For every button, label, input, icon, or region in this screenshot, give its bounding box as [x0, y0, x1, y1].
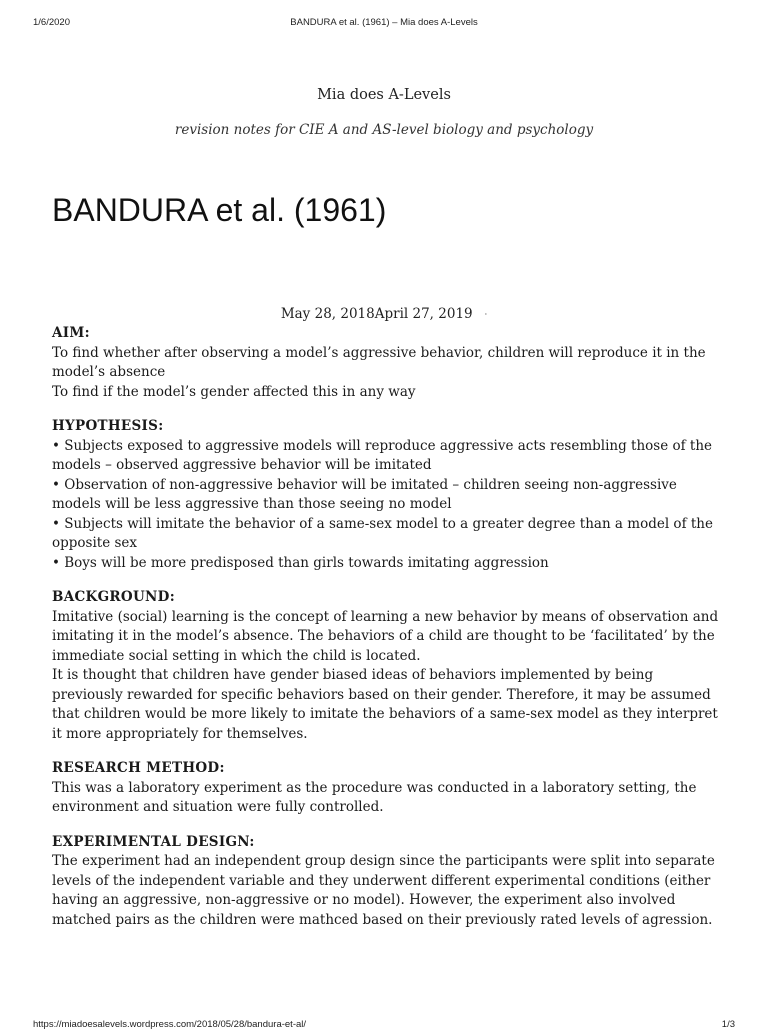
post-updated-date: April 27, 2019 — [374, 306, 473, 322]
hypothesis-bullet: • Observation of non-aggressive behavior will be imitated – children seeing non-aggressive models will be less aggressive than those seeing no model — [52, 476, 677, 512]
aim-heading: AIM: — [52, 325, 90, 341]
aim-text — [52, 344, 722, 403]
aim-line: To find if the model’s gender affected this in any way — [52, 383, 416, 400]
research-method-heading: RESEARCH METHOD: — [52, 760, 225, 776]
experimental-design-paragraph: The experiment had an independent group design since the participants were split into separate levels of the independent variable and they underwent different experimental conditions (either having an aggressive, non-aggressive or no model). However, the experiment also involved matched pairs as the children were mathced based on their previously rated levels of agression. — [52, 853, 715, 928]
print-page-title: BANDURA et al. (1961) – Mia does A-Levels — [290, 17, 478, 28]
hypothesis-bullet: • Subjects exposed to aggressive models will reproduce aggressive acts resembling those of the models – observed aggressive behavior will be imitated — [52, 437, 713, 473]
print-date: 1/6/2020 — [33, 17, 70, 28]
experimental-design-heading: EXPERIMENTAL DESIGN: — [52, 833, 255, 850]
hypothesis-bullet: • Boys will be more predisposed than girls towards imitating aggression — [52, 554, 549, 571]
post-content — [52, 324, 722, 945]
page-number: 1/3 — [721, 1019, 735, 1030]
hypothesis-heading: HYPOTHESIS: — [52, 418, 164, 434]
aim-section — [52, 324, 722, 402]
post-title: BANDURA et al. (1961) — [52, 192, 387, 228]
background-section — [52, 588, 722, 744]
experimental-design-text — [52, 852, 722, 930]
aim-line: To find whether after observing a model’s aggressive behavior, children will reproduce it in the model’s absence — [52, 344, 706, 380]
site-title[interactable]: Mia does A-Levels — [317, 87, 451, 103]
site-description: revision notes for CIE A and AS-level biology and psychology — [174, 122, 594, 138]
research-method-section — [52, 759, 722, 818]
background-paragraph: It is thought that children have gender biased ideas of behaviors implemented by being previously rewarded for specific behaviors based on their gender. Therefore, it may be assumed that children would be more likely to imitate the behaviors of a same-sex model as they interpret it more appropriately for themselves. — [52, 667, 718, 742]
hypothesis-section — [52, 417, 722, 573]
background-heading: BACKGROUND: — [52, 589, 175, 605]
research-method-paragraph: This was a laboratory experiment as the procedure was conducted in a laboratory setting, the environment and situation were fully controlled. — [52, 779, 697, 815]
background-text — [52, 608, 722, 745]
hypothesis-text — [52, 437, 722, 574]
research-method-text — [52, 779, 722, 818]
background-paragraph: Imitative (social) learning is the concept of learning a new behavior by means of observation and imitating it in the model’s absence. The behaviors of a child are thought to be ‘facilitated’ by the immediate social setting in which the child is located. — [52, 608, 719, 664]
post-meta — [0, 306, 768, 322]
hypothesis-bullet: • Subjects will imitate the behavior of a same-sex model to a greater degree than a model of the opposite sex — [52, 515, 713, 551]
experimental-design-section — [52, 833, 722, 931]
meta-separator: · — [484, 310, 488, 319]
post-published-date[interactable]: May 28, 2018 — [280, 306, 375, 322]
page-url[interactable]: https://miadoesalevels.wordpress.com/2018/05/28/bandura-et-al/ — [33, 1019, 307, 1030]
